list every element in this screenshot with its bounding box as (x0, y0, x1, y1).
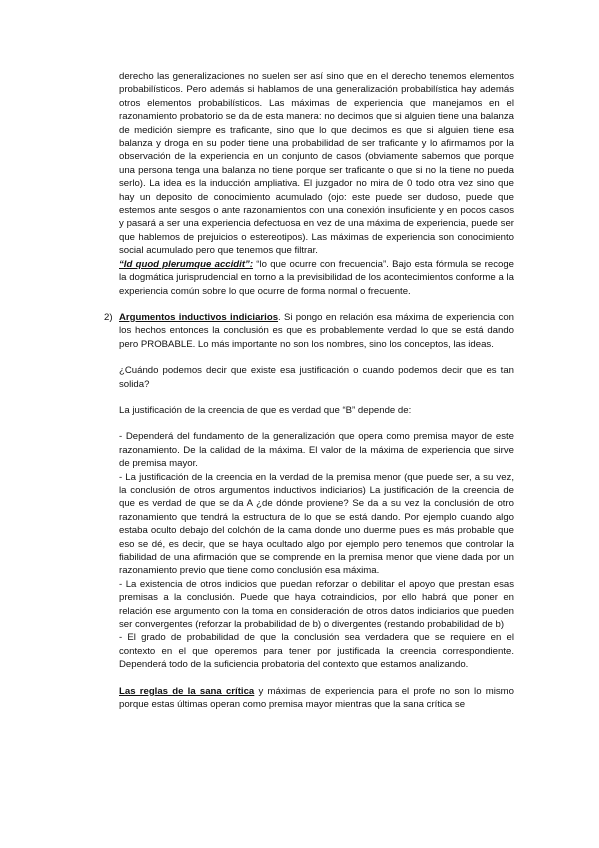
justification-intro: La justificación de la creencia de que es verdad que “B” depende de: (119, 404, 412, 416)
item-number: 2) (104, 311, 113, 323)
bullet-otros-indicios: - La existencia de otros indicios que puedan reforzar o debilitar el apoyo que prestan esas premisas a la conclusión. Puede que haya cotraindicios, por ello habrá que poner en relación ese argumento con la toma en consideración de otros datos indiciarios que pueden ser convergentes (reforzar la probabilidad de b) o divergentes (restando probabilidad de b) (119, 578, 514, 631)
bullet-fundamento: - Dependerá del fundamento de la generalización que opera como premisa mayor de este razonamiento. De la calidad de la máxima. El valor de la máxima de experiencia que sirve de premisa mayor. (119, 431, 514, 470)
bullet-premisa-menor: - La justificación de la creencia en la verdad de la premisa menor (que puede ser, a su vez, la conclusión de otros argumentos inductivos indiciarios) La justificación de la creencia de que es verdad de que se da A ¿de dónde proviene? Se da a su vez la conclusión de otro razonamiento que tendrá la estructura de lo que se está dando. Por ejemplo cuando algo estaba oculto debajo del colchón de la cama donde uno duerme pues es más probable que eso se dé, es decir, que se haya ocultado algo por ejemplo pero tenemos que controlar la fiabilidad de una afirmación que se comprende en la premisa menor que viene dada por un razonamiento previo que tiene como conclusión esa máxima. (119, 471, 514, 577)
paragraph-argumentos-inductivos (119, 311, 514, 351)
numbered-item-2 (104, 311, 514, 351)
section-heading-sana-critica: Las reglas de la sana crítica (119, 685, 255, 697)
paragraph-maximas-experiencia: derecho las generalizaciones no suelen ser así sino que en el derecho tenemos elementos probabilísticos. Pero además si hablamos de una generalización probabilística hay además otros elementos probabilísticos. Las máximas de experiencia que manejamos en el razonamiento probatorio se da de esta manera: no decimos que si alguien tiene una balanza de medición siempre es traficante, sino que lo que decimos es que si alguien tiene esa balanza y droga en su poder tiene una probabilidad de ser traficante y lo afirmamos por la observación de la experiencia en un conjunto de casos (obviamente sabemos que porque una persona tenga una balanza no tiene porque ser traficante o que si no la tiene no pueda serlo). La idea es la inducción ampliativa. El juzgador no mira de 0 todo otra vez sino que hay un deposito de conocimiento acumulado (ojo: este puede ser dudoso, puede que estemos ante sesgos o ante razonamientos con una conexión insuficiente y en pocos casos y pasará a ser una experiencia defectuosa en vez de una máxima de experiencia, puede ser que hablemos de prejuicios o estereotipos). Las máximas de experiencia son conocimiento social acumulado pero que tenemos que filtrar. (119, 71, 514, 257)
bullet-grado-probabilidad: - El grado de probabilidad de que la conclusión sea verdadera que se requiere en el contexto en el que operemos para tener por justificada la creencia correspondiente. Dependerá todo de la suficiencia probatoria del contexto que estamos analizando. (119, 632, 514, 671)
section-heading-argumentos: Argumentos inductivos indiciarios (119, 311, 279, 323)
sana-critica-text: y máximas de experiencia para el profe no son lo mismo porque estas últimas operan como premisa mayor mientras que la sana crítica se (119, 685, 514, 711)
latin-phrase: “Id quod plerumque accidit”: (119, 258, 254, 270)
paragraph-sana-critica (119, 685, 514, 712)
latin-phrase-explanation: “lo que ocurre con frecuencia”. Bajo esta fórmula se recoge la dogmática jurisprudencial en torno a la previsibilidad de los acontecimientos conforme a la experiencia común sobre lo que ocurre de forma normal o frecuente. (119, 258, 514, 297)
question-paragraph: ¿Cuándo podemos decir que existe esa justificación o cuando podemos decir que es tan solida? (119, 365, 514, 390)
argumentos-text: . Si pongo en relación esa máxima de experiencia con los hechos entonces la conclusión es que es probablemente verdad lo que se está dando pero PROBABLE. Lo más importante no son los nombres, sino los conceptos, las ideas. (119, 311, 514, 350)
paragraph-id-quod (119, 258, 514, 298)
